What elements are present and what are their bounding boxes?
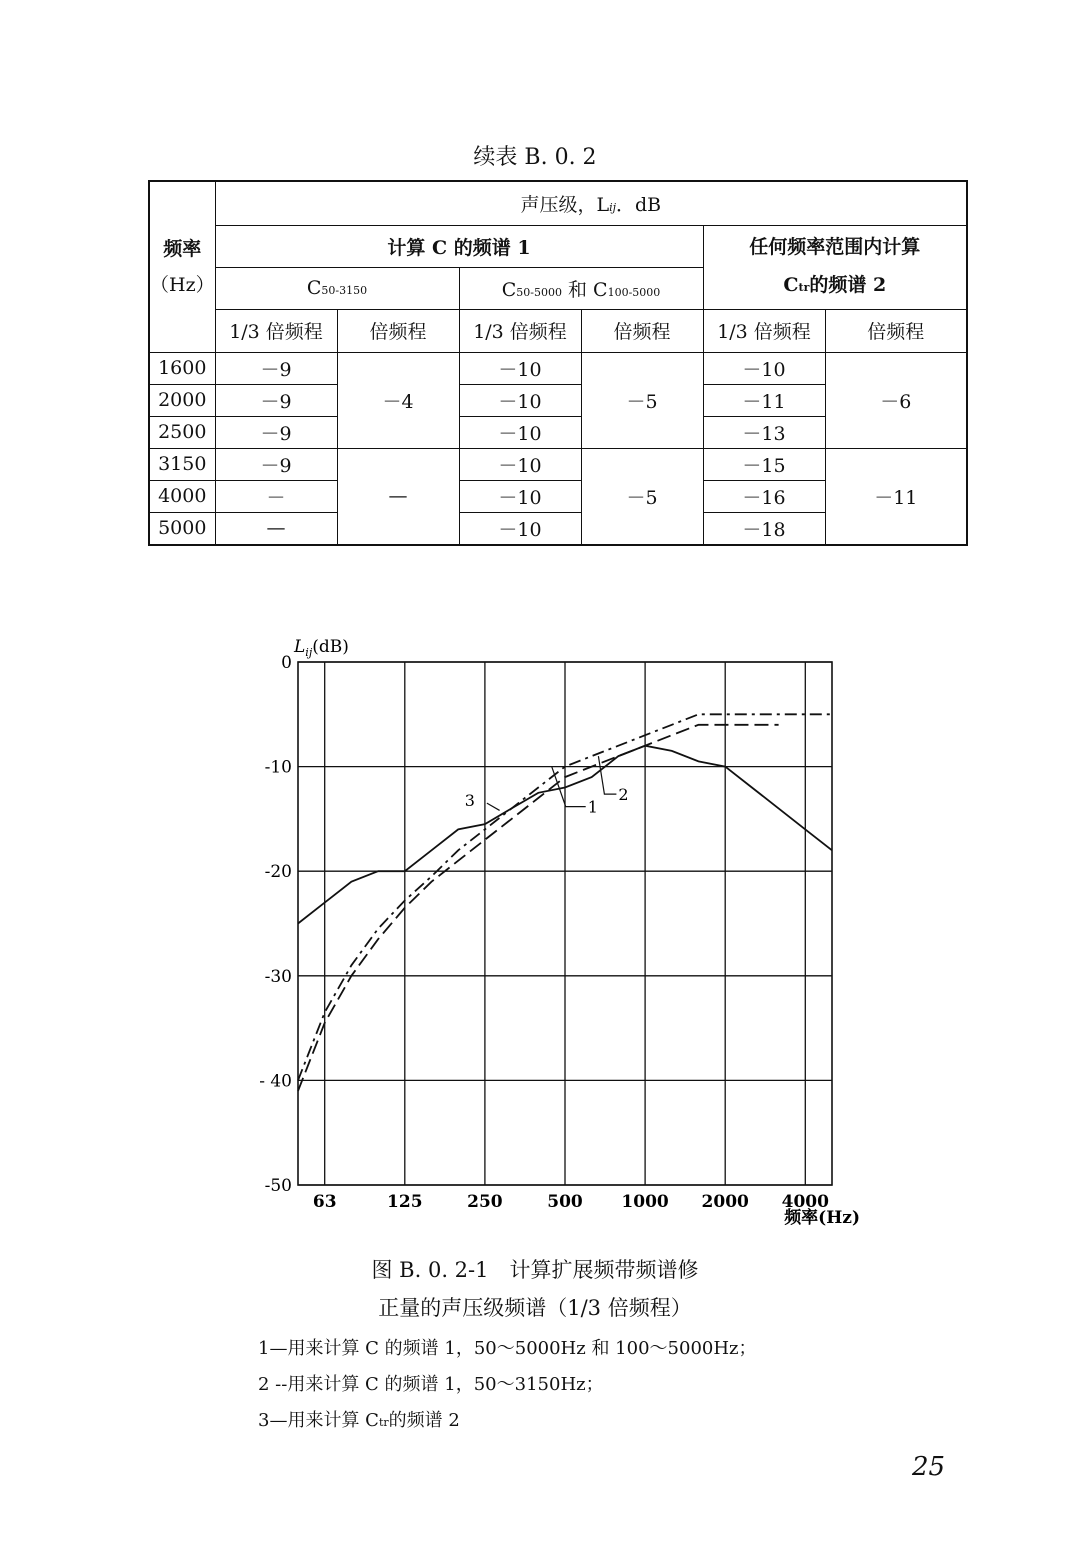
level-unit: ．dB <box>616 193 662 216</box>
freq-header <box>149 181 215 352</box>
sub1-c: C <box>306 277 322 299</box>
sub2-and: 和 <box>561 278 594 301</box>
c1-third-cell: － <box>215 480 337 512</box>
figure-note-3 <box>258 1406 460 1432</box>
c1-oct-cell: －4 <box>337 352 459 448</box>
col-third-3: 1/3 倍频程 <box>703 309 825 352</box>
c1-third-cell: －9 <box>215 416 337 448</box>
col-oct-2: 倍频程 <box>581 309 703 352</box>
figure-title-line2: 正量的声压级频谱（1/3 倍频程） <box>378 1296 692 1320</box>
c3-third-cell: －18 <box>703 512 825 545</box>
c3-oct-cell: －11 <box>825 448 967 545</box>
series-line-2 <box>298 725 779 1091</box>
note3-main: 3—用来计算 C <box>258 1410 379 1431</box>
group1-header: 计算 C 的频谱 1 <box>215 225 703 267</box>
level-sub: ij <box>609 200 616 214</box>
sub2-sub1: 50-5000 <box>516 285 562 299</box>
freq-cell: 5000 <box>149 512 215 545</box>
c3-third-cell: －13 <box>703 416 825 448</box>
c1-third-cell: －9 <box>215 352 337 384</box>
c1-third-cell: －9 <box>215 384 337 416</box>
y-tick-label: -50 <box>264 1176 292 1196</box>
series-3-label: 3 <box>464 791 475 811</box>
c2-third-cell: －10 <box>459 448 581 480</box>
table-row <box>149 352 967 384</box>
freq-cell: 2000 <box>149 384 215 416</box>
group2-header <box>703 225 967 309</box>
y-tick-label: - 40 <box>259 1071 292 1092</box>
c3-third-cell: －15 <box>703 448 825 480</box>
freq-unit: （Hz） <box>150 273 215 296</box>
y-tick-label: 0 <box>281 653 292 673</box>
c3-third-cell: －11 <box>703 384 825 416</box>
x-tick-label: 1000 <box>621 1192 669 1212</box>
c2-oct-cell: －5 <box>581 448 703 545</box>
x-tick-label: 4000 <box>781 1192 829 1212</box>
series-3-leader <box>487 803 500 810</box>
spectrum-table <box>148 180 968 546</box>
x-tick-label: 250 <box>467 1192 503 1212</box>
col-third-1: 1/3 倍频程 <box>215 309 337 352</box>
x-tick-label: 2000 <box>701 1192 749 1212</box>
table-row <box>149 448 967 480</box>
c3-third-cell: －10 <box>703 352 825 384</box>
y-tick-label: -30 <box>264 966 292 987</box>
y-tick-label: -10 <box>264 757 292 778</box>
c1-third-cell: — <box>215 512 337 545</box>
chart-svg <box>250 630 890 1230</box>
freq-cell: 1600 <box>149 352 215 384</box>
c2-oct-cell: －5 <box>581 352 703 448</box>
freq-cell: 4000 <box>149 480 215 512</box>
sub2-sub2: 100-5000 <box>607 285 661 299</box>
sub1-header <box>215 267 459 309</box>
note3-sub: tr <box>378 1416 389 1429</box>
c2-third-cell: －10 <box>459 352 581 384</box>
level-header <box>215 181 967 225</box>
freq-label: 频率 <box>163 237 202 260</box>
figure-title-line1: 图 B. 0. 2-1 计算扩展频带频谱修 <box>371 1258 699 1282</box>
c2-third-cell: －10 <box>459 384 581 416</box>
group2-c: C <box>783 273 799 296</box>
c2-third-cell: －10 <box>459 480 581 512</box>
c1-third-cell: －9 <box>215 448 337 480</box>
c1-oct-cell: — <box>337 448 459 545</box>
freq-cell: 3150 <box>149 448 215 480</box>
col-oct-1: 倍频程 <box>337 309 459 352</box>
spectrum-chart <box>250 630 890 1230</box>
level-title: 声压级，L <box>520 193 610 216</box>
table-caption: 续表 B. 0. 2 <box>473 145 597 170</box>
x-tick-label: 125 <box>387 1192 423 1212</box>
sub2-header <box>459 267 703 309</box>
series-2-label: 2 <box>618 785 629 805</box>
c2-third-cell: －10 <box>459 416 581 448</box>
series-2-leader <box>598 756 616 794</box>
y-axis-label: $L_{ij}(dB)$ <box>294 637 349 659</box>
group2-sub: tr <box>798 280 810 294</box>
c2-third-cell: －10 <box>459 512 581 545</box>
col-third-2: 1/3 倍频程 <box>459 309 581 352</box>
c3-oct-cell: －6 <box>825 352 967 448</box>
x-tick-label: 63 <box>312 1192 337 1212</box>
group2-line1: 任何频率范围内计算 <box>749 235 921 258</box>
series-1-label: 1 <box>587 797 598 817</box>
y-tick-label: -20 <box>264 862 292 883</box>
x-tick-label: 500 <box>547 1192 583 1212</box>
sub2-c2: C <box>593 278 608 301</box>
group2-rest: 的频谱 2 <box>809 273 887 296</box>
col-oct-3: 倍频程 <box>825 309 967 352</box>
figure-note-2: 2 --用来计算 C 的频谱 1，50～3150Hz； <box>258 1374 604 1395</box>
page-number: 25 <box>912 1452 946 1482</box>
sub1-sub: 50-3150 <box>321 284 368 297</box>
sub2-c1: C <box>501 278 517 301</box>
note3-rest: 的频谱 2 <box>388 1410 460 1431</box>
c3-third-cell: －16 <box>703 480 825 512</box>
x-axis-label: 频率(Hz) <box>784 1208 860 1228</box>
freq-cell: 2500 <box>149 416 215 448</box>
figure-note-1: 1—用来计算 C 的频谱 1，50～5000Hz 和 100～5000Hz； <box>258 1338 757 1359</box>
